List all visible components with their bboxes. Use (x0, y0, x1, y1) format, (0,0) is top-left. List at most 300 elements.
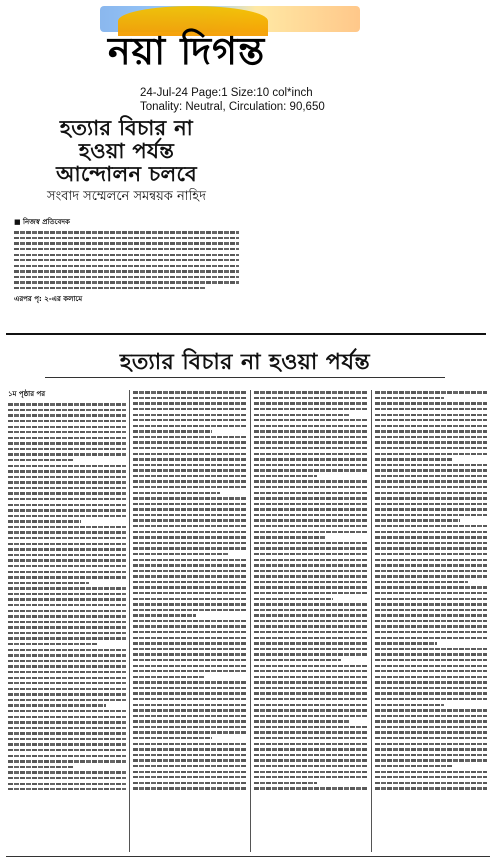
body-text-line (375, 653, 487, 655)
body-text-line (133, 469, 247, 471)
body-text-line (8, 710, 126, 712)
body-text-line (8, 559, 126, 561)
body-text-line (8, 621, 126, 623)
body-text-line (375, 492, 487, 494)
column-3-body (254, 391, 368, 789)
body-text-line (375, 453, 487, 455)
body-text-line (375, 659, 487, 661)
body-text-line (375, 397, 444, 399)
column-rule-2 (250, 390, 251, 852)
body-text-line (375, 531, 487, 533)
body-text-line (133, 480, 247, 482)
body-text-line (375, 709, 487, 711)
body-text-line (133, 402, 247, 404)
body-text-line (375, 514, 487, 516)
body-text-line (254, 687, 368, 689)
body-text-line (375, 441, 487, 443)
body-text-line (254, 419, 368, 421)
body-text-line (133, 519, 247, 521)
body-text-line (8, 515, 126, 517)
body-text-line (133, 547, 247, 549)
body-text-line (133, 508, 247, 510)
body-text-line (254, 743, 368, 745)
body-text-line (254, 480, 368, 482)
body-text-line (133, 609, 247, 611)
body-text-line (133, 408, 247, 410)
body-text-line (375, 458, 452, 460)
body-text-line (375, 754, 487, 756)
body-text-line (133, 743, 247, 745)
body-text-line (8, 465, 126, 467)
meta-line-tonality: Tonality: Neutral, Circulation: 90,650 (140, 101, 325, 113)
body-text-line (8, 437, 126, 439)
body-text-line (8, 481, 126, 483)
column-rule-1 (129, 390, 130, 852)
body-text-line (375, 542, 487, 544)
body-text-line (133, 514, 247, 516)
body-text-line (254, 782, 317, 784)
body-text-line (133, 670, 247, 672)
body-text-line (254, 486, 368, 488)
front-body-text (14, 231, 239, 289)
body-text-line (254, 731, 368, 733)
body-text-line (8, 520, 81, 522)
body-text-line (254, 436, 368, 438)
front-byline: ■ নিজস্ব প্রতিবেদক (14, 218, 70, 226)
body-text-line (133, 748, 247, 750)
body-text-line (8, 587, 126, 589)
body-text-line (375, 704, 444, 706)
masthead-title: নয়া দিগন্ত (108, 28, 266, 73)
body-text-line (133, 564, 247, 566)
body-text-line (133, 586, 247, 588)
body-text-line (254, 402, 368, 404)
body-text-line (8, 649, 126, 651)
body-text-line (133, 603, 247, 605)
body-text-line (133, 531, 247, 533)
inside-headline-rule (45, 377, 445, 378)
column-rule-3 (371, 390, 372, 852)
body-text-line (133, 771, 247, 773)
body-text-line (133, 536, 247, 538)
body-text-line (375, 692, 487, 694)
body-text-line (375, 687, 487, 689)
body-text-line (133, 787, 247, 789)
body-text-line (133, 765, 247, 767)
body-text-line (254, 514, 368, 516)
body-text-line (375, 765, 452, 767)
body-text-line (133, 653, 247, 655)
body-text-line (8, 699, 126, 701)
body-text-line (8, 476, 126, 478)
body-text-line (375, 430, 487, 432)
body-text-line (254, 570, 368, 572)
body-text-line (133, 715, 247, 717)
body-text-line (254, 441, 368, 443)
body-text-line (375, 720, 487, 722)
body-text-line (254, 414, 349, 416)
body-text-line (375, 447, 487, 449)
body-text-line (254, 720, 349, 722)
body-text-line (133, 492, 220, 494)
body-text-line (375, 570, 487, 572)
body-text-line (8, 498, 126, 500)
body-text-line (254, 765, 368, 767)
body-text-line (8, 682, 126, 684)
body-text-line (375, 592, 487, 594)
body-text-line (254, 670, 368, 672)
body-text-line (8, 688, 126, 690)
body-text-line (8, 593, 126, 595)
body-text-line (254, 787, 368, 789)
body-text-line (8, 492, 126, 494)
body-text-line (133, 570, 247, 572)
meta-line-date-size: 24-Jul-24 Page:1 Size:10 col*inch (140, 87, 313, 99)
body-text-line (254, 698, 368, 700)
body-text-line (254, 715, 368, 717)
body-text-line (254, 564, 368, 566)
body-text-line (254, 458, 368, 460)
body-text-line (8, 548, 126, 550)
body-text-line (8, 738, 126, 740)
body-text-line (254, 653, 368, 655)
clip-divider (6, 333, 486, 335)
body-text-line (375, 737, 487, 739)
body-text-line (375, 586, 487, 588)
body-text-line (254, 447, 368, 449)
body-text-line (254, 508, 368, 510)
body-text-line (133, 425, 247, 427)
body-text-line (254, 464, 368, 466)
inside-column-1 (8, 388, 126, 854)
body-text-line (8, 716, 126, 718)
body-text-line (254, 536, 325, 538)
body-text-line (375, 508, 487, 510)
inside-headline: হত্যার বিচার না হওয়া পর্যন্ত (119, 349, 371, 375)
body-text-line (254, 559, 368, 561)
body-text-line (375, 625, 487, 627)
body-text-line (133, 726, 247, 728)
body-text-line (254, 776, 368, 778)
body-text-line (375, 609, 487, 611)
body-text-line (8, 526, 126, 528)
body-text-line (8, 615, 126, 617)
body-text-line (254, 726, 368, 728)
body-text-line (254, 575, 368, 577)
body-text-line (8, 403, 126, 405)
body-text-line (254, 553, 368, 555)
body-text-line (375, 519, 460, 521)
body-text-line (8, 632, 126, 634)
body-text-line (8, 531, 126, 533)
body-text-line (254, 631, 368, 633)
body-text-line (254, 430, 368, 432)
body-text-line (254, 586, 368, 588)
body-text-line (375, 408, 487, 410)
body-text-line (133, 525, 247, 527)
body-text-line (254, 469, 368, 471)
body-text-line (375, 469, 487, 471)
body-text-line (254, 397, 368, 399)
body-text-line (375, 402, 487, 404)
body-text-line (254, 531, 368, 533)
body-text-line (375, 564, 487, 566)
body-text-line (133, 737, 212, 739)
body-text-line (375, 525, 487, 527)
body-text-line (133, 441, 247, 443)
body-text-line (254, 625, 368, 627)
body-text-line (254, 609, 368, 611)
body-text-line (8, 743, 126, 745)
body-text-line (375, 553, 487, 555)
body-text-line (8, 414, 126, 416)
body-text-line (375, 642, 437, 644)
body-text-line (8, 571, 126, 573)
body-text-line (133, 475, 247, 477)
body-text-line (375, 631, 487, 633)
body-text-line (8, 487, 126, 489)
body-text-line (254, 408, 368, 410)
body-text-line (8, 727, 126, 729)
body-text-line (375, 497, 487, 499)
body-text-line (8, 732, 126, 734)
body-text-line (375, 603, 487, 605)
body-text-line (133, 447, 247, 449)
body-text-line (375, 464, 487, 466)
body-text-line (375, 670, 487, 672)
body-text-line (254, 620, 368, 622)
body-text-line (8, 565, 126, 567)
body-text-line (254, 542, 368, 544)
body-text-line (133, 581, 247, 583)
body-text-line (375, 536, 487, 538)
body-text-line (8, 409, 126, 411)
inside-column-3 (254, 388, 368, 854)
body-text-line (375, 475, 487, 477)
body-text-line (133, 575, 247, 577)
body-text-line (8, 760, 126, 762)
body-text-line (375, 419, 487, 421)
body-text-line (8, 704, 106, 706)
body-text-line (133, 759, 247, 761)
body-text-line (133, 436, 247, 438)
body-text-line (375, 787, 487, 789)
body-text-line (133, 458, 247, 460)
body-text-line (254, 603, 368, 605)
body-text-line (254, 581, 368, 583)
body-text-line (375, 776, 487, 778)
bottom-rule (6, 856, 490, 857)
body-text-line (133, 397, 247, 399)
body-text-line (133, 692, 247, 694)
body-text-line (375, 391, 487, 393)
body-text-line (8, 660, 126, 662)
body-text-line (375, 648, 487, 650)
body-text-line (8, 766, 73, 768)
body-text-line (133, 497, 247, 499)
body-text-line (8, 504, 126, 506)
body-text-line (8, 755, 126, 757)
body-text-line (8, 693, 126, 695)
body-text-line (8, 576, 126, 578)
body-text-line (254, 475, 317, 477)
body-text-line (254, 748, 368, 750)
body-text-line (375, 581, 468, 583)
body-text-line (8, 582, 89, 584)
body-text-line (133, 430, 212, 432)
body-text-line (133, 614, 196, 616)
body-text-line (254, 391, 368, 393)
body-text-line (133, 553, 228, 555)
body-text-line (133, 731, 247, 733)
body-text-line (133, 681, 247, 683)
body-text-line (133, 676, 204, 678)
body-text-line (133, 704, 247, 706)
body-text-line (133, 776, 247, 778)
body-text-line (8, 604, 126, 606)
body-text-line (254, 497, 368, 499)
body-text-line (8, 459, 73, 461)
body-text-line (133, 419, 247, 421)
body-text-line (8, 426, 126, 428)
body-text-line (133, 642, 247, 644)
body-text-line (375, 486, 487, 488)
body-text-line (8, 543, 126, 545)
body-text-line (375, 698, 487, 700)
body-text-line (8, 626, 126, 628)
body-text-line (254, 665, 368, 667)
body-text-line (133, 659, 247, 661)
body-text-line (375, 436, 487, 438)
body-text-line (254, 425, 368, 427)
body-text-line (8, 665, 126, 667)
body-text-line (254, 503, 368, 505)
body-text-line (133, 503, 247, 505)
body-text-line (254, 709, 368, 711)
front-continued-note: এরপর পৃ: ২-এর কলামে (14, 294, 83, 303)
body-text-line (133, 665, 247, 667)
body-text-line (375, 480, 487, 482)
body-text-line (8, 783, 126, 785)
front-headline-line1: হত্যার বিচার না (59, 115, 194, 140)
body-text-line (8, 442, 126, 444)
body-text-line (254, 598, 333, 600)
body-text-line (8, 721, 126, 723)
body-text-line (8, 453, 126, 455)
body-text-line (8, 643, 98, 645)
body-text-line (254, 681, 368, 683)
body-text-line (133, 598, 247, 600)
body-text-line (133, 542, 247, 544)
body-text-line (375, 681, 487, 683)
body-text-line (254, 547, 368, 549)
clipping-meta (140, 86, 440, 114)
front-headline-line2: হওয়া পর্যন্ত (78, 138, 175, 163)
body-text-line (8, 671, 126, 673)
body-text-line (8, 749, 126, 751)
body-text-line (254, 737, 368, 739)
front-page-clip (14, 116, 239, 324)
column-1-body (8, 403, 126, 790)
body-text-line (254, 676, 368, 678)
body-text-line (8, 771, 126, 773)
body-text-line (254, 642, 368, 644)
body-text-line (375, 559, 487, 561)
front-subheadline: সংবাদ সম্মেলনে সমন্বয়ক নাহিদ (47, 189, 206, 204)
body-text-line (133, 391, 247, 393)
body-text-line (8, 420, 126, 422)
body-text-line (133, 754, 247, 756)
body-text-line (133, 709, 247, 711)
body-text-line (254, 592, 368, 594)
body-text-line (375, 620, 487, 622)
body-text-line (133, 620, 247, 622)
body-text-line (8, 637, 126, 639)
body-text-line (133, 625, 247, 627)
body-text-line (254, 692, 368, 694)
body-text-line (254, 771, 368, 773)
body-text-line (375, 731, 487, 733)
body-text-line (254, 704, 368, 706)
body-text-line (133, 782, 247, 784)
body-text-line (8, 677, 126, 679)
body-text-line (133, 464, 247, 466)
body-text-line (254, 637, 368, 639)
body-text-line (375, 547, 487, 549)
body-text-line (254, 648, 368, 650)
body-text-line (8, 610, 126, 612)
column-2-body (133, 391, 247, 789)
body-text-line (375, 665, 487, 667)
front-headline-line3: আন্দোলন চলবে (56, 161, 197, 186)
body-text-line (375, 715, 487, 717)
body-text-line (133, 637, 247, 639)
body-text-line (375, 598, 487, 600)
body-text-line (8, 598, 126, 600)
body-text-line (375, 759, 487, 761)
body-text-line (8, 788, 126, 790)
body-text-line (8, 509, 126, 511)
body-text-line (133, 559, 247, 561)
body-text-line (254, 659, 341, 661)
body-text-line (133, 698, 247, 700)
body-text-line (375, 743, 487, 745)
body-text-line (133, 687, 247, 689)
body-text-line (375, 676, 487, 678)
body-text-line (375, 637, 487, 639)
body-text-line (133, 414, 247, 416)
body-text-line (8, 554, 126, 556)
body-text-line (254, 614, 368, 616)
continued-from-label: ১ম পৃষ্ঠার পর (8, 390, 46, 398)
body-text-line (375, 726, 487, 728)
body-text-line (254, 525, 368, 527)
body-text-line (375, 748, 487, 750)
body-text-line (133, 648, 247, 650)
body-text-line (375, 771, 487, 773)
body-text-line (254, 519, 368, 521)
body-text-line (133, 592, 247, 594)
body-text-line (254, 754, 368, 756)
body-text-line (375, 414, 487, 416)
body-text-line (375, 425, 487, 427)
body-text-line (375, 503, 487, 505)
body-text-line (375, 575, 487, 577)
body-text-line (8, 470, 126, 472)
body-text-line (133, 720, 247, 722)
body-text-line (133, 453, 247, 455)
body-text-line (375, 614, 487, 616)
